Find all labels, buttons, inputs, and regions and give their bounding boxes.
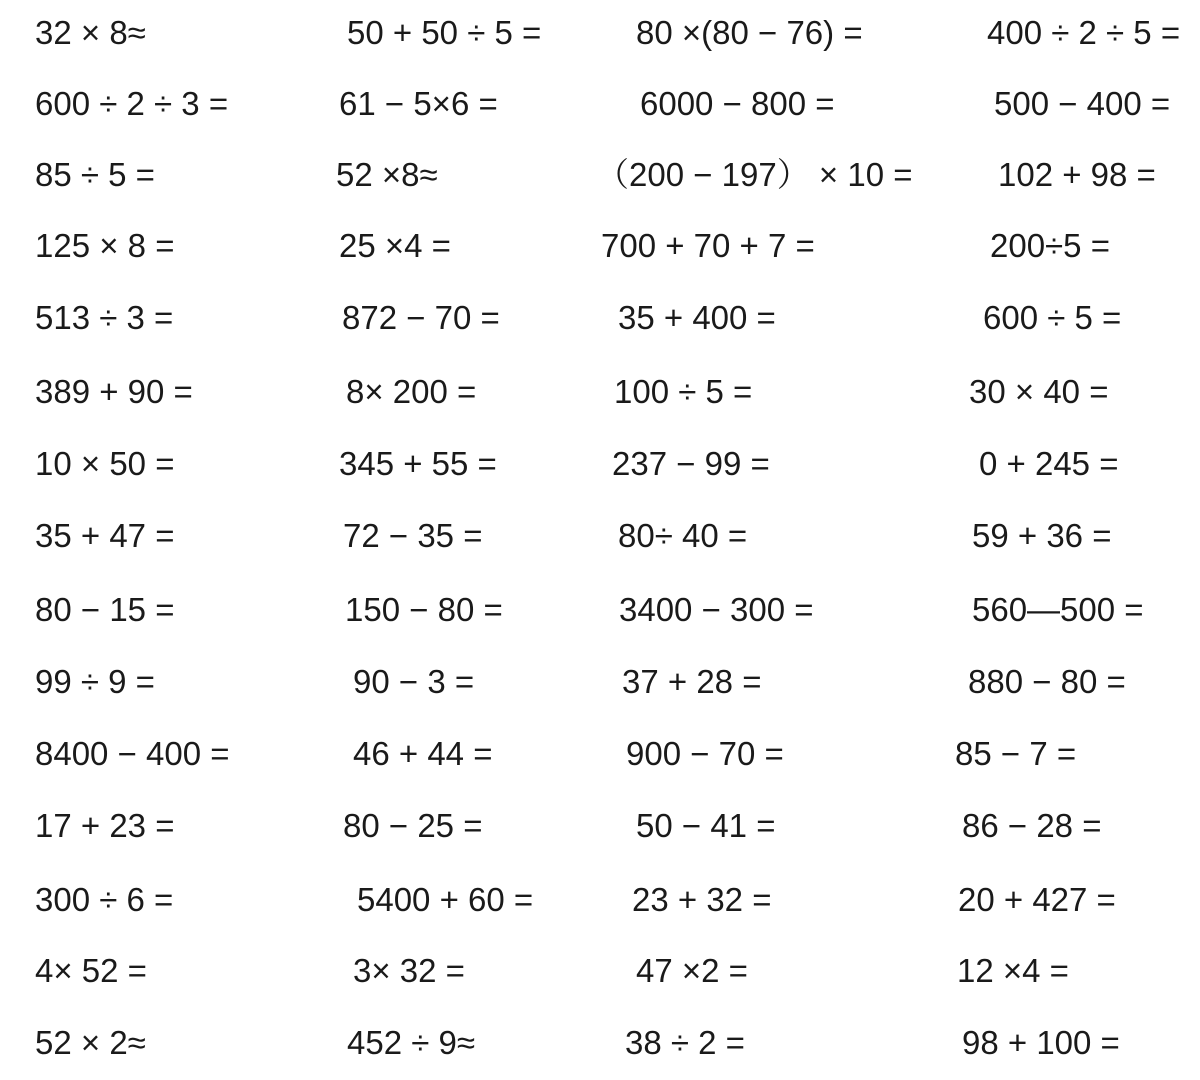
math-problem: 90 − 3 =	[353, 663, 475, 700]
math-problem: 0 + 245 =	[979, 445, 1119, 482]
math-problem: 25 ×4 =	[339, 227, 451, 264]
math-problem: 17 + 23 =	[35, 807, 175, 844]
math-problem: 85 − 7 =	[955, 735, 1077, 772]
math-problem: 700 + 70 + 7 =	[601, 227, 815, 264]
math-problem: 72 − 35 =	[343, 517, 483, 554]
math-problem: 20 + 427 =	[958, 881, 1116, 918]
math-problem: 12 ×4 =	[957, 952, 1069, 989]
math-problem: 52 ×8≈	[336, 156, 438, 193]
math-problem: 237 − 99 =	[612, 445, 770, 482]
math-problem: 560—500 =	[972, 591, 1144, 628]
math-problem: 300 ÷ 6 =	[35, 881, 174, 918]
math-problem: 86 − 28 =	[962, 807, 1102, 844]
math-problem: 80÷ 40 =	[618, 517, 748, 554]
math-problem: 3× 32 =	[353, 952, 465, 989]
math-problem: （200 − 197） × 10 =	[596, 156, 913, 193]
math-problem: 600 ÷ 2 ÷ 3 =	[35, 85, 229, 122]
math-problem: 32 × 8≈	[35, 14, 146, 51]
math-problem: 200÷5 =	[990, 227, 1110, 264]
math-problem: 35 + 400 =	[618, 299, 776, 336]
math-problem: 59 + 36 =	[972, 517, 1112, 554]
math-problem: 23 + 32 =	[632, 881, 772, 918]
math-problem: 3400 − 300 =	[619, 591, 814, 628]
math-problem: 30 × 40 =	[969, 373, 1109, 410]
math-problem: 100 ÷ 5 =	[614, 373, 753, 410]
math-problem: 37 + 28 =	[622, 663, 762, 700]
math-problem: 85 ÷ 5 =	[35, 156, 155, 193]
math-problem: 80 − 15 =	[35, 591, 175, 628]
math-problem: 452 ÷ 9≈	[347, 1024, 475, 1061]
math-problem: 80 − 25 =	[343, 807, 483, 844]
math-problem: 8× 200 =	[346, 373, 477, 410]
math-problem: 80 ×(80 − 76) =	[636, 14, 863, 51]
math-problem: 10 × 50 =	[35, 445, 175, 482]
math-problem: 38 ÷ 2 =	[625, 1024, 745, 1061]
math-problem: 400 ÷ 2 ÷ 5 =	[987, 14, 1181, 51]
math-problem: 345 + 55 =	[339, 445, 497, 482]
math-problem: 98 + 100 =	[962, 1024, 1120, 1061]
math-problem: 99 ÷ 9 =	[35, 663, 155, 700]
math-problem: 389 + 90 =	[35, 373, 193, 410]
math-problem: 513 ÷ 3 =	[35, 299, 174, 336]
math-problem: 35 + 47 =	[35, 517, 175, 554]
math-problem: 600 ÷ 5 =	[983, 299, 1122, 336]
math-problem: 150 − 80 =	[345, 591, 503, 628]
math-problem: 880 − 80 =	[968, 663, 1126, 700]
math-problem: 125 × 8 =	[35, 227, 175, 264]
math-problem: 102 + 98 =	[998, 156, 1156, 193]
math-problem: 500 − 400 =	[994, 85, 1171, 122]
math-problem: 50 + 50 ÷ 5 =	[347, 14, 542, 51]
math-problem: 900 − 70 =	[626, 735, 784, 772]
math-problem: 5400 + 60 =	[357, 881, 534, 918]
math-problem: 50 − 41 =	[636, 807, 776, 844]
math-problem: 46 + 44 =	[353, 735, 493, 772]
math-problem: 52 × 2≈	[35, 1024, 146, 1061]
math-problem: 8400 − 400 =	[35, 735, 230, 772]
math-problem: 872 − 70 =	[342, 299, 500, 336]
math-problem: 4× 52 =	[35, 952, 147, 989]
math-problem: 47 ×2 =	[636, 952, 748, 989]
math-problem: 6000 − 800 =	[640, 85, 835, 122]
math-problem: 61 − 5×6 =	[339, 85, 498, 122]
